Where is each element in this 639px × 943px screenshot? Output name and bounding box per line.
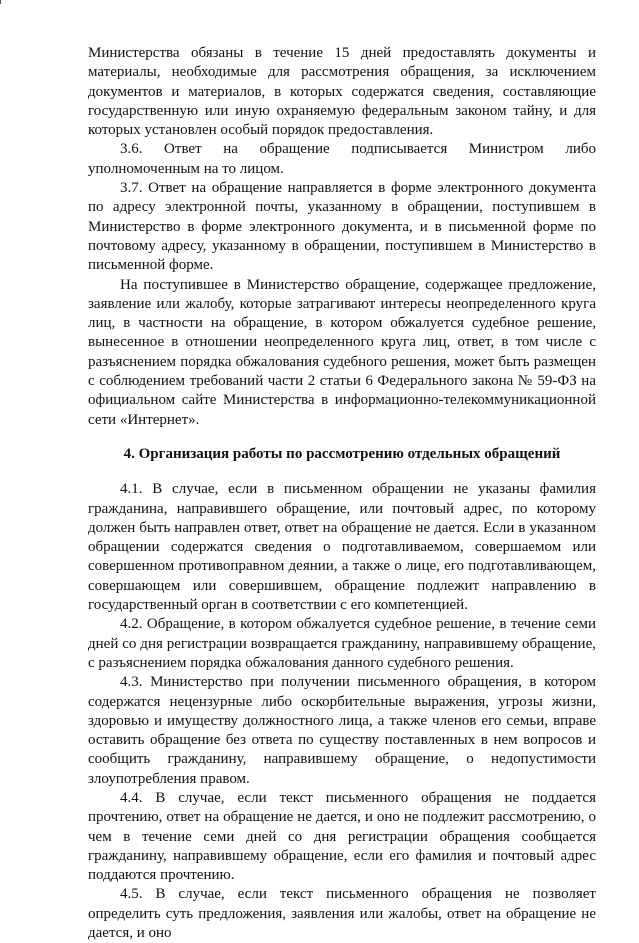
- paragraph-public-answer: На поступившее в Министерство обращение, содержащее предложение, заявление или жалобу, которые затрагивают интересы неопределенного круга лиц, в частности на обращение, в котором обжалуется судебное решение, вынесенное в отношении неопределенного круга лиц, ответ, в том числе с разъяснением порядка обжалования судебного решения, может быть размещен с соблюдением требований части 2 статьи 6 Федерального закона № 59-ФЗ на официальном сайте Министерства в информационно-телекоммуникационной сети «Интернет».: [88, 276, 596, 428]
- paragraph-continuation: Министерства обязаны в течение 15 дней предоставлять документы и материалы, необходимые для рассмотрения обращения, за исключением документов и материалов, в которых содержатся сведения, составляющие государственную или иную охраняемую федеральным законом тайну, и для которых установлен особый порядок предоставления.: [88, 45, 596, 139]
- section-heading-4: 4. Организация работы по рассмотрению отдельных обращений: [123, 445, 561, 462]
- paragraph-4-2: 4.2. Обращение, в котором обжалуется судебное решение, в течение семи дней со дня регистрации возвращается гражданину, направившему обращение, с разъяснением порядка обжалования данного судебного решения.: [88, 616, 596, 671]
- paragraph-3-7: 3.7. Ответ на обращение направляется в форме электронного документа по адресу электронной почты, указанному в обращении, поступившем в Министерство в форме электронного документа, и в письменной форме по почтовому адресу, указанному в обращении, поступившем в Министерство в письменной форме.: [88, 180, 596, 274]
- paragraph-4-3: 4.3. Министерство при получении письменного обращения, в котором содержатся нецензурные либо оскорбительные выражения, угрозы жизни, здоровью и имуществу должностного лица, а также членов его семьи, вправе оставить обращение без ответа по существу поставленных в нем вопросов и сообщить гражданину, направившему обращение, о недопустимости злоупотребления правом.: [88, 674, 596, 787]
- scan-corner-mark: [0, 0, 1, 4]
- document-page: [88, 44, 596, 943]
- paragraph-3-6-line1: 3.6. Ответ на обращение подписывается Министром либо: [120, 141, 596, 158]
- paragraph-4-1: 4.1. В случае, если в письменном обращении не указаны фамилия гражданина, направившего обращение, или почтовый адрес, по которому должен быть направлен ответ, ответ на обращение не дается. Если в указанном обращении содержатся сведения о подготавливаемом, совершаемом или совершенном противоправном деянии, а также о лице, его подготавливающем, совершающем или совершившем, обращение подлежит направлению в государственный орган в соответствии с его компетенцией.: [88, 481, 596, 614]
- paragraph-3-6-line2: уполномоченным на то лицом.: [88, 160, 284, 177]
- paragraph-4-5: 4.5. В случае, если текст письменного обращения не позволяет определить суть предложения, заявления или жалобы, ответ на обращение не дается, и оно: [88, 886, 596, 942]
- paragraph-4-4: 4.4. В случае, если текст письменного обращения не поддается прочтению, ответ на обращение не дается, и оно не подлежит рассмотрению, о чем в течение семи дней со дня регистрации обращения сообщается гражданину, направившему обращение, если его фамилия и почтовый адрес поддаются прочтению.: [88, 789, 596, 884]
